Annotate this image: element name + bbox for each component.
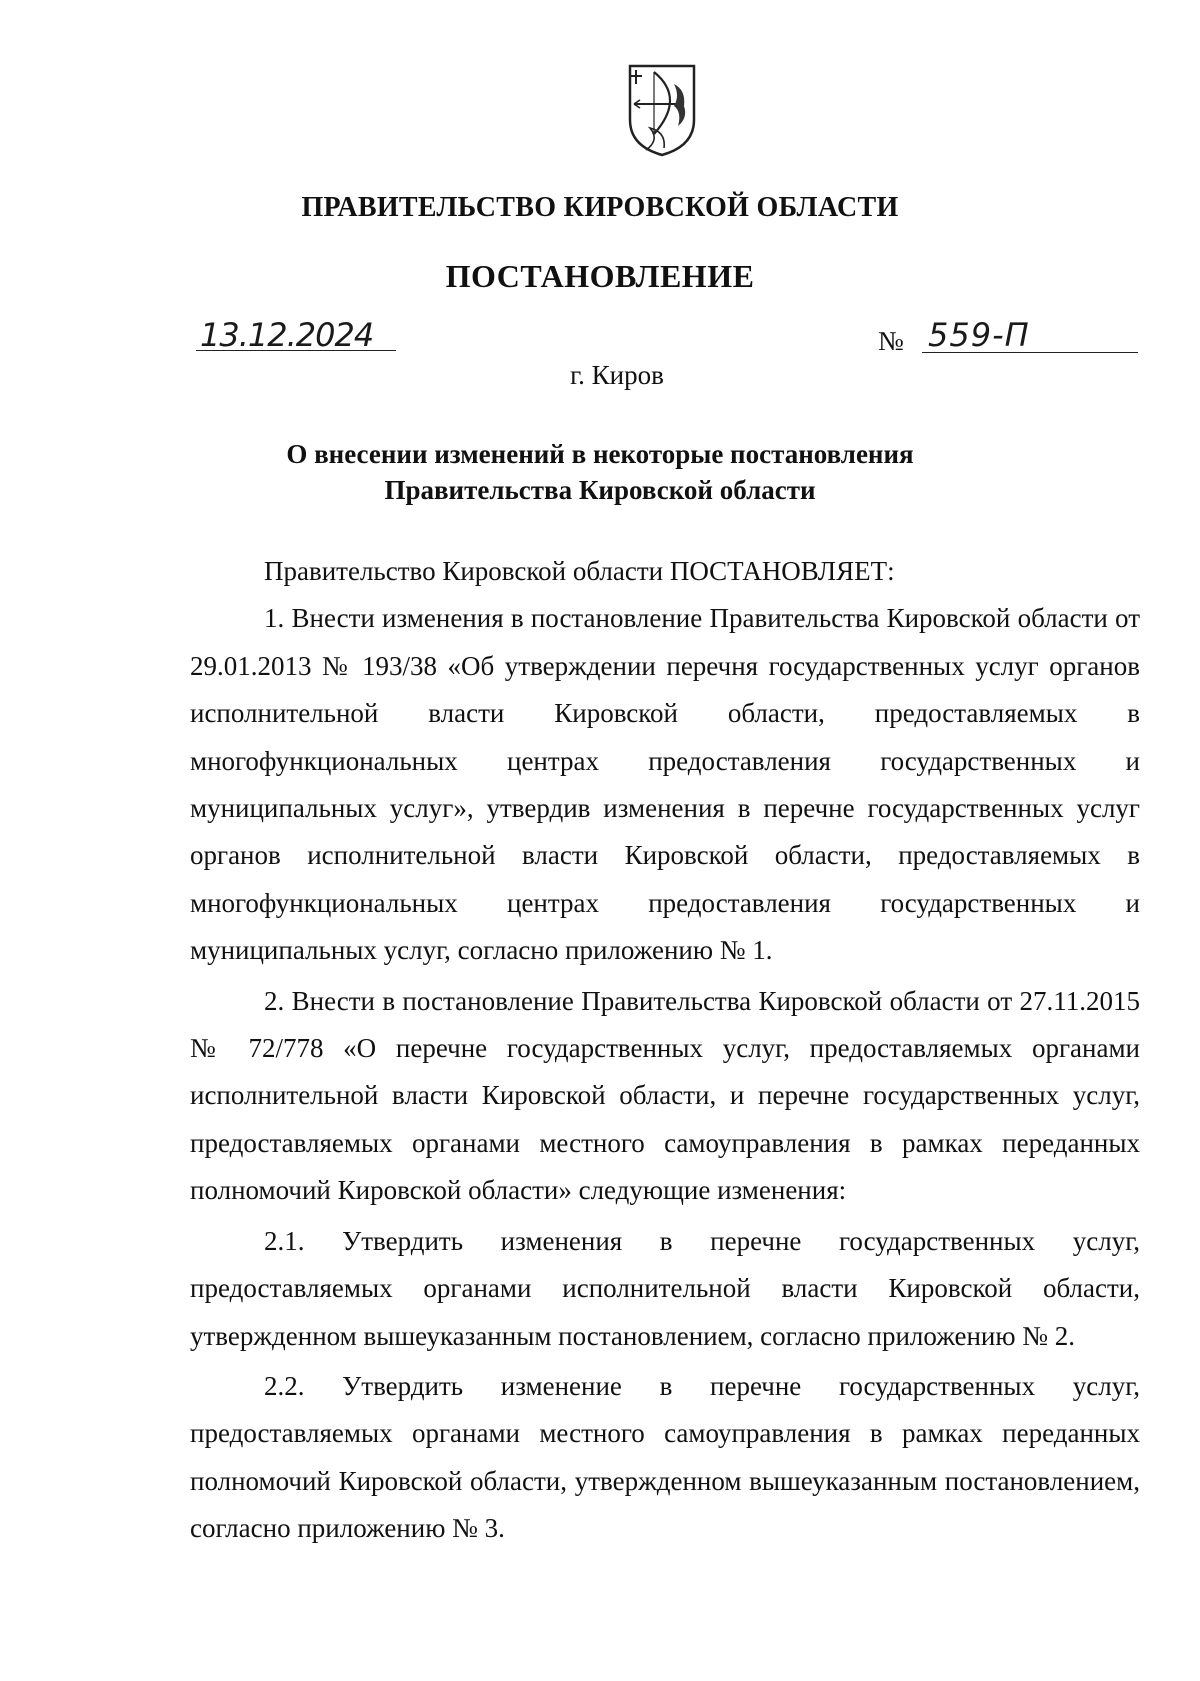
number-underline [922,352,1138,353]
subject-line-2: Правительства Кировской области [384,475,816,505]
document-body [190,548,1140,1553]
coat-of-arms-emblem [624,62,700,158]
city-label: г. Киров [570,360,664,390]
paragraph-2-2: 2.2. Утвердить изменение в перечне государственных услуг, предоставляемых органами местного самоуправления в рамках переданных полномочий Кировской области, утвержденном вышеуказанным постановлением, согласно приложению № 3. [190,1370,1140,1544]
handwritten-number: 559-П [928,316,1030,354]
document-type-title: ПОСТАНОВЛЕНИЕ [445,258,755,294]
handwritten-date: 13.12.2024 [200,316,374,354]
intro-paragraph: Правительство Кировской области ПОСТАНОВЛЯЕТ: [264,556,895,586]
number-sign: № [878,326,904,356]
organization-title: ПРАВИТЕЛЬСТВО КИРОВСКОЙ ОБЛАСТИ [301,192,899,223]
subject-line-1: О внесении изменений в некоторые постановления [286,439,914,469]
paragraph-2: 2. Внести в постановление Правительства Кировской области от 27.11.2015 № 72/778 «О перечне государственных услуг, предоставляемых органами исполнительной власти Кировской области, и перечне государственных услуг, предоставляемых органами местного самоуправления в рамках переданных полномочий Кировской области» следующие изменения: [190,985,1140,1206]
document-subject [0,436,1200,508]
paragraph-1: 1. Внести изменения в постановление Правительства Кировской области от 29.01.2013 № 193/38 «Об утверждении перечня государственных услуг органов исполнительной власти Кировской области, предоставляемых в многофункциональных центрах предоставления государственных и муниципальных услуг», утвердив изменения в перечне государственных услуг органов исполнительной власти Кировской области, предоставляемых в многофункциональных центрах предоставления государственных и муниципальных услуг, согласно приложению № 1. [190,603,1140,966]
paragraph-2-1: 2.1. Утвердить изменения в перечне государственных услуг, предоставляемых органами исполнительной власти Кировской области, утвержденном вышеуказанным постановлением, согласно приложению № 2. [190,1225,1140,1351]
date-underline [196,350,396,351]
